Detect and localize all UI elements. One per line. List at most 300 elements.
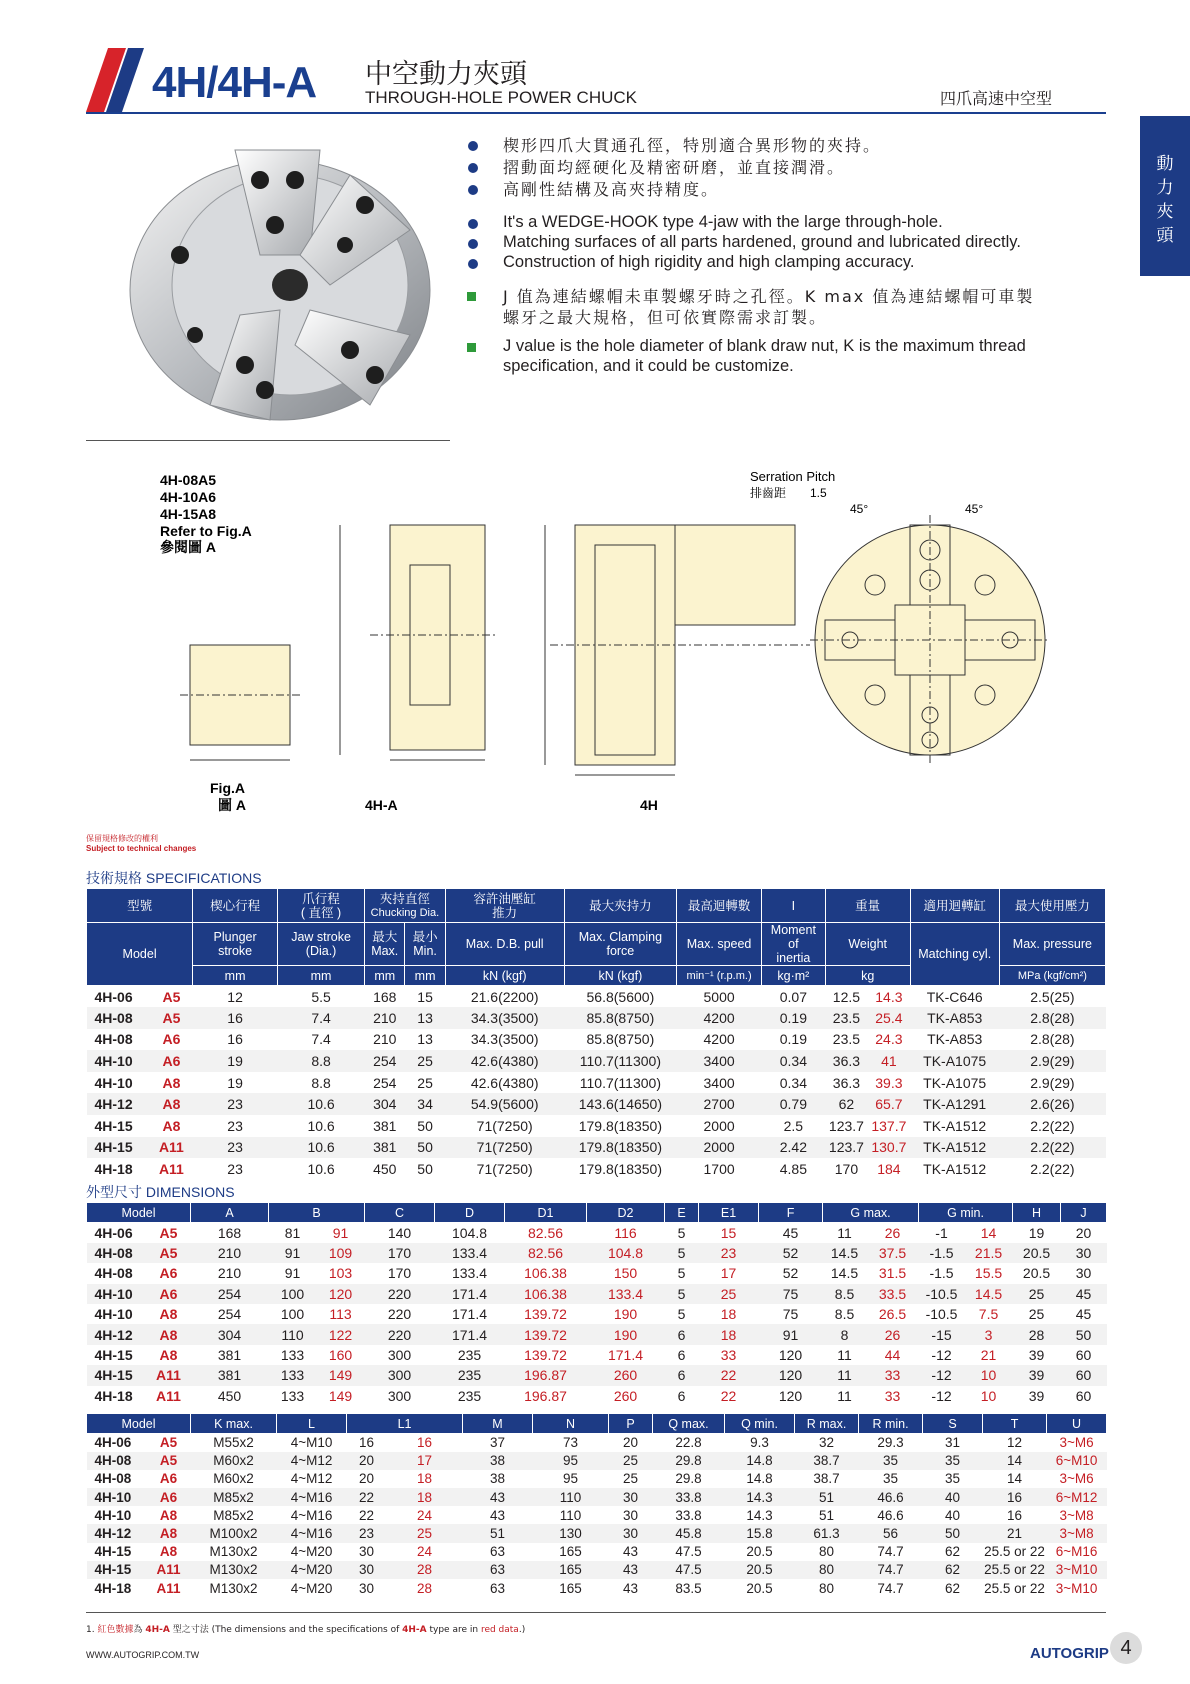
table-cell: 45.8 [653,1524,725,1542]
footnote-part: red data [480,1625,519,1635]
table-cell: 56 [859,1524,923,1542]
table-cell: 28 [417,1580,433,1596]
table-cell: 40 [945,1507,961,1523]
table-cell: 133 [280,1387,305,1404]
table-cell: 7.4 [311,1031,331,1048]
table-row [87,1137,1106,1159]
table-cell: 110 [269,1324,317,1344]
serration-value: 1.5 [810,486,827,500]
table-cell: 56.8(5600) [586,988,655,1005]
table-cell: 20.5 [725,1561,795,1579]
table-cell: 74.7 [859,1561,923,1579]
table-cell: 4H-08 [94,1471,132,1487]
table-cell: 3~M6 [1059,1471,1094,1487]
table-cell: 35 [859,1452,923,1470]
spec-unit: kN (kgf) [445,966,564,986]
table-cell: 38 [463,1452,533,1470]
table-cell: 30 [347,1561,387,1579]
table-cell: TK-A1291 [910,1093,999,1115]
table-cell: 31 [945,1435,961,1451]
table-row [87,1093,1106,1115]
table-cell: 10.6 [307,1117,335,1134]
table-cell: 15 [417,988,433,1005]
spec-body [87,986,1106,1180]
side-tab-char: 頭 [1156,226,1174,246]
table-cell: 80 [819,1544,835,1560]
table-cell: 4H-15 [87,1365,147,1385]
table-cell: 25 [699,1284,759,1304]
table-cell: 110.7(11300) [564,1050,677,1072]
table-row [87,1452,1107,1470]
model-title: 4H/4H-A [152,58,317,107]
table-cell: 95 [533,1452,609,1470]
table-cell: A6 [147,1284,191,1304]
table-cell: 9.3 [750,1435,769,1451]
table-cell: 17 [720,1265,737,1282]
table-cell: 2.8(28) [999,1007,1105,1029]
table-cell: 130.7 [868,1137,910,1159]
table-cell: 43 [623,1544,639,1560]
table-cell: 210 [365,1007,405,1029]
feature-zh-3: 高剛性結構及高夾持精度。 [503,180,720,199]
spec-unit: mm [193,966,278,986]
rights-note-en: Subject to technical changes [86,844,197,853]
table-cell: 139.72 [524,1306,567,1323]
table-cell: M85x2 [191,1488,277,1506]
feature-en-2: Matching surfaces of all parts hardened, ground and lubricated directly. [503,233,1021,251]
title-zh: 中空動力夾頭 [365,59,527,90]
table-cell: 0.07 [779,988,807,1005]
table-cell: 25 [623,1471,639,1487]
table-row [87,1243,1107,1263]
column-header: E1 [699,1203,759,1223]
bullet-icon [468,141,478,151]
table-cell: -1 [935,1224,948,1241]
table-cell: 25 [387,1524,463,1542]
table-row [87,1488,1107,1506]
table-cell: 304 [365,1093,405,1115]
angle-label-right: 45° [965,502,984,516]
table-cell: M85x2 [213,1507,254,1523]
table-cell: 4H-08 [94,1031,133,1048]
table-row [87,1263,1107,1283]
table-cell: 33.8 [675,1507,702,1523]
table-cell: 45 [782,1224,799,1241]
table-cell: 5 [677,1306,686,1323]
table-cell: 137.7 [871,1117,907,1134]
table-cell: 8 [823,1324,867,1344]
table-cell: 75 [759,1284,823,1304]
table-cell: 71(7250) [476,1161,533,1178]
spec-head: 容許油壓缸 推力 [445,889,564,923]
table-cell: 130 [533,1524,609,1542]
table-cell: 22 [347,1488,387,1506]
table-cell: 91 [759,1324,823,1344]
note-en-line1: J value is the hole diameter of blank draw nut, K is the maximum thread [503,337,1026,355]
table-row [87,1345,1107,1365]
table-cell: 63 [463,1561,533,1579]
table-cell: 4~M16 [290,1507,333,1523]
dim-table-1 [86,1202,1107,1406]
table-cell: 165 [559,1580,582,1596]
table-cell: 33.5 [867,1284,919,1304]
table-cell: 10 [980,1387,997,1404]
table-cell: 0.19 [762,1007,826,1029]
table-cell: A6 [159,1471,178,1487]
table-cell: 106.38 [524,1265,567,1282]
table-cell: 20.5 [746,1544,773,1560]
table-cell: A5 [162,988,181,1005]
dim2-body [87,1434,1107,1598]
table-cell: 44 [884,1347,901,1364]
table-cell: 143.6(14650) [564,1093,677,1115]
table-cell: 4~M12 [290,1471,333,1487]
table-cell: 4H-06 [94,1435,132,1451]
table-cell: 14.3 [725,1488,795,1506]
table-cell: 2.5 [783,1117,804,1134]
feature-en-3: Construction of high rigidity and high clamping accuracy. [503,253,915,271]
table-cell: A11 [156,1387,181,1404]
table-cell: 51 [795,1488,859,1506]
table-cell: 8.5 [823,1284,867,1304]
table-cell: 23 [347,1524,387,1542]
technical-drawings [150,465,1050,825]
side-tab-char: 動 [1156,154,1174,174]
table-cell: 3 [965,1324,1013,1344]
table-row [87,1284,1107,1304]
table-cell: 2.9(29) [1030,1074,1075,1091]
table-cell: 16 [983,1488,1047,1506]
spec-head: 最大使用壓力 [999,889,1105,923]
table-cell: TK-A1075 [923,1074,987,1091]
serration-label: Serration Pitch [750,469,836,484]
table-cell: 100 [280,1306,305,1323]
table-cell: 91 [332,1224,349,1241]
table-cell: A8 [159,1347,178,1364]
table-cell: 235 [435,1365,505,1385]
table-cell: 26.5 [878,1306,907,1323]
feature-en-1: It's a WEDGE-HOOK type 4-jaw with the large through-hole. [503,213,943,231]
table-cell: 14.8 [746,1471,773,1487]
table-cell: 149 [317,1365,365,1385]
table-cell: 60 [1075,1387,1092,1404]
table-cell: 4~M12 [277,1452,347,1470]
spec-unit: kN (kgf) [564,966,677,986]
table-cell: 22.8 [675,1435,702,1451]
table-cell: 82.56 [527,1224,564,1241]
table-cell: A5 [150,1007,192,1029]
table-cell: 171.4 [451,1306,488,1323]
table-cell: 254 [217,1306,242,1323]
table-cell: 5 [665,1284,699,1304]
table-row [87,1543,1107,1561]
table-cell: 43 [490,1507,506,1523]
table-cell: 304 [191,1324,269,1344]
note-zh-line1: J 值為連結螺帽未車製螺牙時之孔徑。K max 值為連結螺帽可車製 [503,287,1035,306]
table-cell: 41 [868,1050,910,1072]
table-cell: 42.6(4380) [470,1074,539,1091]
table-row [87,1007,1106,1029]
table-cell: 5 [677,1224,686,1241]
spec-head: Model [87,923,193,986]
bullet-icon [468,163,478,173]
column-header: D1 [505,1203,587,1223]
table-cell: 43 [609,1561,653,1579]
table-cell: A11 [147,1561,191,1579]
drawing-refer: Refer to Fig.A [160,523,252,539]
table-cell: 39 [1028,1387,1045,1404]
table-cell: 4H-12 [87,1324,147,1344]
table-cell: 5000 [703,988,735,1005]
table-cell: -12 [919,1365,965,1385]
footnote-part: 4H-A [402,1625,427,1635]
table-cell: 15 [720,1224,737,1241]
table-cell: 5.5 [311,988,331,1005]
table-cell: 2.5(25) [1030,988,1075,1005]
table-cell: 6 [665,1365,699,1385]
table-cell: 110.7(11300) [579,1074,661,1091]
spec-head: Max. Clamping force [564,923,677,966]
table-cell: 28 [1013,1324,1061,1344]
table-cell: 133.4 [587,1284,665,1304]
table-cell: 8.8 [278,1050,365,1072]
column-header: K max. [191,1414,277,1434]
spec-unit: kg·m² [762,966,826,986]
table-cell: 37.5 [867,1243,919,1263]
table-cell: TK-A853 [927,1031,983,1048]
table-cell: 381 [217,1347,242,1364]
table-cell: 171.4 [435,1284,505,1304]
footnote-part: .) [518,1625,526,1635]
table-cell: 254 [373,1074,397,1091]
table-cell: A6 [159,1265,178,1282]
table-cell: A8 [150,1093,192,1115]
label-4h-a: 4H-A [365,797,398,813]
logo-mark [86,48,144,112]
table-cell: 4~M20 [290,1544,333,1560]
table-cell: A8 [162,1117,181,1134]
table-cell: 2.2(22) [1030,1117,1075,1134]
table-cell: 32 [819,1435,835,1451]
table-cell: 3~M6 [1059,1435,1094,1451]
table-cell: 106.38 [505,1284,587,1304]
table-cell: 91 [284,1265,301,1282]
table-cell: 3~M10 [1055,1580,1098,1596]
table-cell: 170 [834,1161,859,1178]
table-cell: 6 [677,1387,686,1404]
column-header: A [191,1203,269,1223]
table-row [87,1579,1107,1597]
table-cell: M130x2 [191,1561,277,1579]
table-cell: 7.5 [978,1306,999,1323]
table-row [87,1050,1106,1072]
spec-head: 最大 Max. [365,923,405,966]
table-cell: 25.5 or 22 [984,1562,1045,1578]
table-cell: A8 [147,1524,191,1542]
dim2-head [87,1414,1107,1434]
table-cell: 11 [823,1365,867,1385]
chuck-photo [120,135,440,435]
table-cell: 6~M12 [1047,1488,1107,1506]
table-cell: 25 [1013,1284,1061,1304]
table-cell: 50 [1061,1324,1107,1344]
table-cell: 4~M10 [290,1435,333,1451]
table-cell: 85.8(8750) [586,1031,655,1048]
table-cell: 381 [373,1117,397,1134]
table-cell: M60x2 [213,1471,254,1487]
table-cell: 220 [365,1284,435,1304]
dim-table-2 [86,1413,1107,1597]
table-row [87,1365,1107,1385]
table-cell: 13 [417,1031,433,1048]
table-cell: 34 [405,1093,445,1115]
table-cell: 2.9(29) [999,1050,1105,1072]
table-cell: 110 [559,1507,582,1523]
table-cell: 36.3 [832,1074,861,1091]
table-cell: 3~M8 [1047,1524,1107,1542]
table-cell: 133 [280,1347,305,1364]
table-row [87,1072,1106,1094]
table-cell: 14 [1007,1471,1023,1487]
table-cell: 10.6 [307,1161,335,1178]
table-cell: 120 [778,1387,803,1404]
table-cell: 50 [417,1117,433,1134]
table-cell: 24 [417,1507,433,1523]
table-cell: 2000 [703,1117,735,1134]
table-cell: 8.5 [834,1306,855,1323]
table-cell: 25.4 [868,1007,910,1029]
table-cell: 25.5 or 22 [984,1544,1045,1560]
table-cell: 20.5 [1022,1265,1051,1282]
table-cell: 2.6(26) [999,1093,1105,1115]
table-cell: 12.5 [832,988,861,1005]
table-cell: -1.5 [919,1243,965,1263]
table-cell: 30 [609,1524,653,1542]
table-cell: 38 [490,1471,506,1487]
table-cell: 4H-10 [87,1488,147,1506]
table-cell: TK-A1512 [923,1161,987,1178]
table-cell: 3400 [703,1074,735,1091]
table-cell: 65.7 [868,1093,910,1115]
table-cell: 14.5 [823,1243,867,1263]
table-cell: -12 [931,1347,952,1364]
table-cell: 4200 [677,1007,762,1029]
table-cell: 23 [193,1137,278,1159]
table-cell: 11 [837,1387,852,1404]
rights-note-zh: 保留規格修改的權利 [86,834,158,843]
table-cell: 63 [490,1544,506,1560]
table-cell: 110 [533,1488,609,1506]
spec-head: 型號 [87,889,193,923]
table-cell: A6 [147,1488,191,1506]
table-cell: 210 [191,1243,269,1263]
table-cell: 14.8 [725,1452,795,1470]
table-cell: 2.2(22) [999,1137,1105,1159]
table-cell: 4H-12 [87,1093,151,1115]
table-cell: 51 [463,1524,533,1542]
table-cell: 19 [227,1074,243,1091]
table-cell: 16 [193,1007,278,1029]
table-cell: 91 [269,1243,317,1263]
fig-a-label: Fig.A [210,780,245,796]
table-cell: 63 [490,1580,506,1596]
table-cell: 37 [490,1435,506,1451]
column-header: R min. [859,1414,923,1434]
table-cell: -10.5 [919,1284,965,1304]
column-header: L1 [347,1414,463,1434]
table-cell: 165 [533,1561,609,1579]
column-header: Model [87,1414,191,1434]
spec-head: 最大夾持力 [564,889,677,923]
table-cell: 47.5 [653,1561,725,1579]
fig-a-label-zh: 圖 A [218,797,246,813]
table-cell: 4H-08 [94,1265,133,1282]
table-cell: 12 [227,988,243,1005]
table-cell: 2700 [677,1093,762,1115]
table-cell: 18 [387,1488,463,1506]
table-cell: A8 [159,1306,178,1323]
table-cell: 7.4 [278,1007,365,1029]
column-header: B [269,1203,365,1223]
table-cell: 4H-08 [87,1452,147,1470]
table-cell: 8.8 [311,1074,331,1091]
table-cell: 20 [359,1471,375,1487]
table-cell: 170 [387,1265,412,1282]
table-cell: 52 [759,1243,823,1263]
table-cell: 120 [759,1365,823,1385]
table-cell: 6 [665,1324,699,1344]
table-cell: 42.6(4380) [445,1050,564,1072]
table-cell: 0.19 [779,1031,807,1048]
table-cell: A5 [147,1243,191,1263]
table-cell: 17 [387,1452,463,1470]
table-cell: 80 [795,1561,859,1579]
table-cell: 13 [405,1007,445,1029]
table-cell: 381 [365,1137,405,1159]
spec-unit: MPa (kgf/cm²) [999,966,1105,986]
table-cell: 71(7250) [445,1137,564,1159]
column-header: F [759,1203,823,1223]
table-cell: 300 [387,1387,412,1404]
table-cell: 23 [227,1161,243,1178]
table-cell: 20 [1075,1224,1092,1241]
column-header: Q max. [653,1414,725,1434]
table-cell: 4H-10 [94,1507,132,1523]
table-cell: 10.6 [278,1137,365,1159]
table-cell: 33.8 [653,1488,725,1506]
table-cell: 2.2(22) [1030,1161,1075,1178]
table-cell: 179.8(18350) [578,1117,663,1134]
table-cell: 33 [867,1365,919,1385]
table-cell: 61.3 [795,1524,859,1542]
table-cell: 11 [837,1224,852,1241]
table-cell: 81 [284,1224,301,1241]
label-4h: 4H [640,797,658,813]
table-cell: 123.7 [828,1117,864,1134]
table-row [87,1506,1107,1524]
table-cell: 133 [269,1365,317,1385]
table-cell: 60 [1075,1347,1092,1364]
table-cell: 260 [587,1365,665,1385]
table-row [87,1223,1107,1243]
table-cell: 29.3 [877,1435,904,1451]
table-cell: 95 [563,1471,579,1487]
table-cell: 39.3 [875,1074,903,1091]
footer-url[interactable]: WWW.AUTOGRIP.COM.TW [86,1650,200,1660]
spec-head: Moment of inertia [762,923,826,966]
table-cell: 33 [720,1347,737,1364]
spec-head: Max. pressure [999,923,1105,966]
